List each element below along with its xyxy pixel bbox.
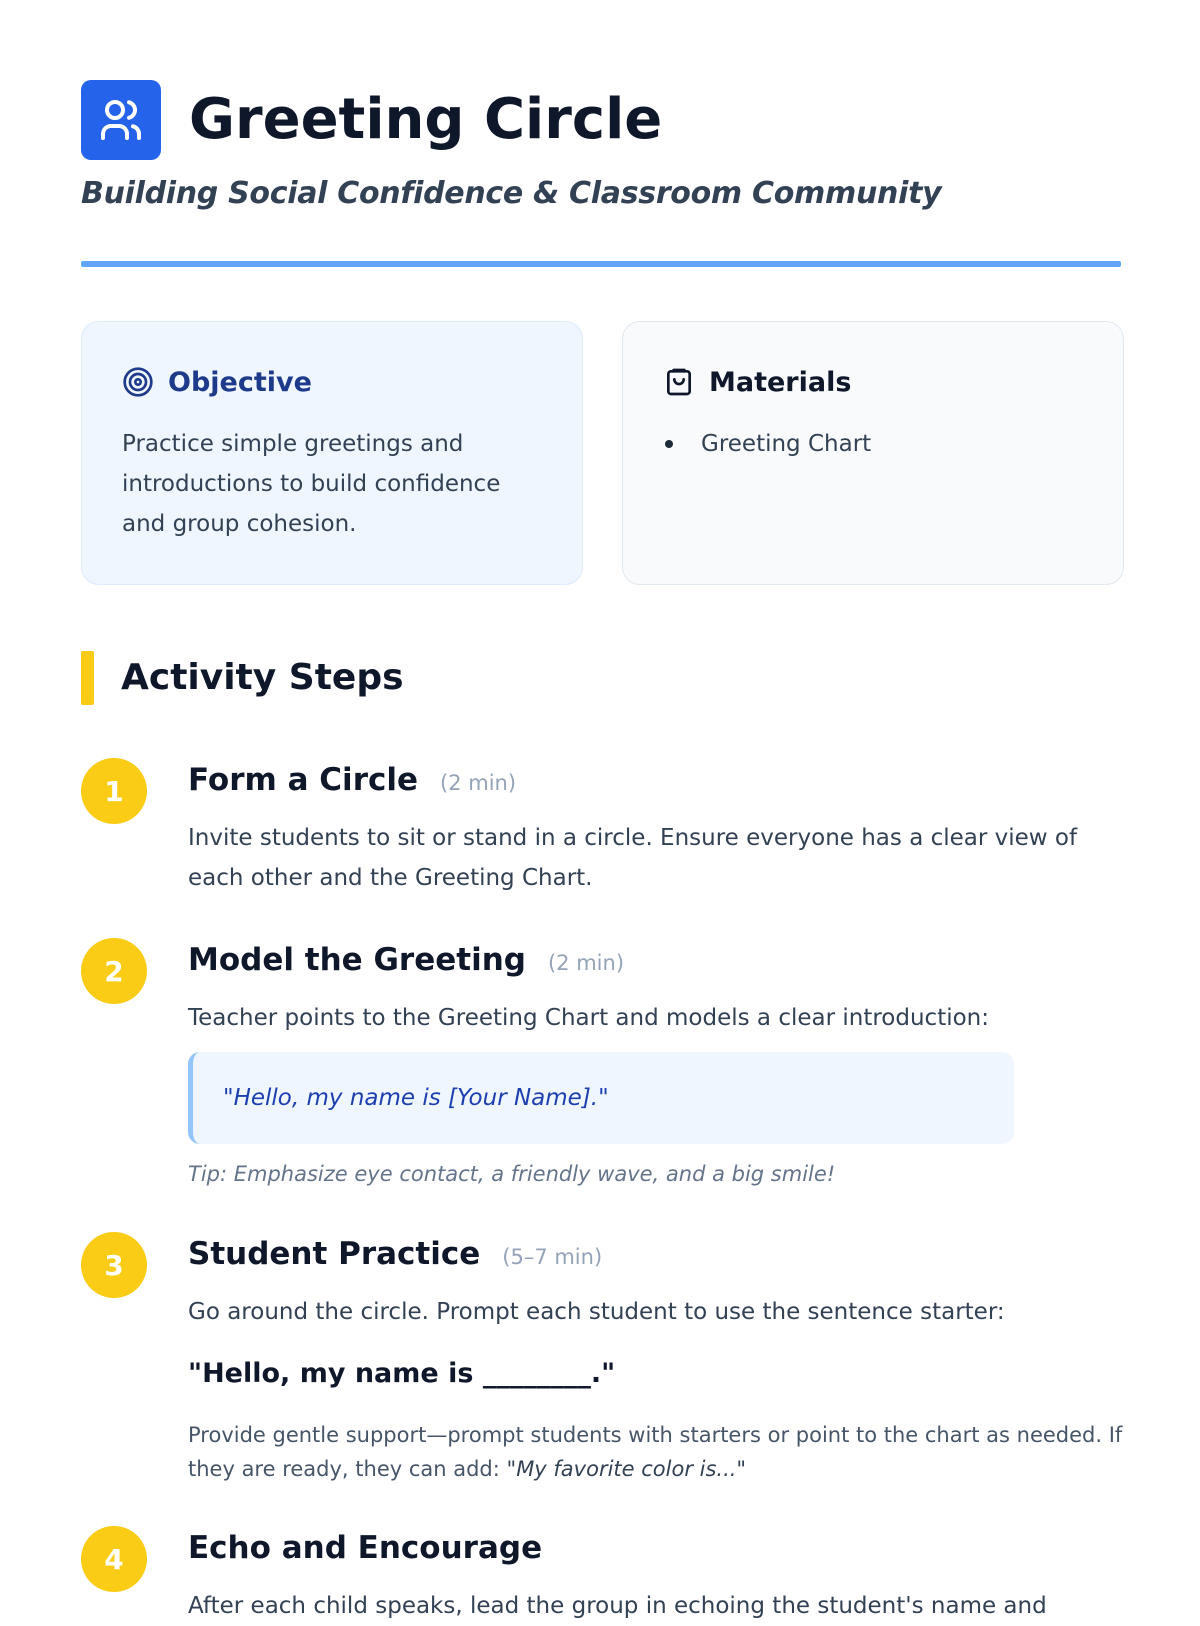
objective-label: Objective <box>168 366 312 398</box>
step-number-badge: 2 <box>81 938 147 1004</box>
material-item: Greeting Chart <box>701 431 872 457</box>
step-duration: (5–7 min) <box>502 1245 603 1269</box>
step-description: Teacher points to the Greeting Chart and models a clear introduction: <box>188 1005 990 1031</box>
step-description: After each child speaks, lead the group in echoing the student's name and <box>188 1593 1047 1619</box>
step-number-badge: 1 <box>81 758 147 824</box>
materials-label: Materials <box>709 366 852 398</box>
materials-header <box>663 366 851 398</box>
step-description: Invite students to sit or stand in a circle. Ensure everyone has a clear view of each other and the Greeting Chart. <box>188 825 1078 891</box>
objective-text: Practice simple greetings and introductions to build confidence and group cohesion. <box>122 431 501 537</box>
page-subtitle: Building Social Confidence & Classroom Community <box>81 176 942 211</box>
page-title: Greeting Circle <box>189 87 663 152</box>
section-title: Activity Steps <box>121 657 404 698</box>
clipboard-icon <box>663 366 695 398</box>
sentence-starter: "Hello, my name is ________." <box>188 1358 616 1389</box>
step-title: Form a Circle <box>188 762 419 798</box>
header-divider <box>81 261 1121 267</box>
step-header <box>188 1530 542 1566</box>
list-item <box>663 424 871 464</box>
step-number-badge: 3 <box>81 1232 147 1298</box>
users-icon <box>97 96 145 144</box>
step-duration: (2 min) <box>547 951 625 975</box>
logo-badge <box>81 80 161 160</box>
step-description: Go around the circle. Prompt each student to use the sentence starter: <box>188 1299 1005 1325</box>
step-duration: (2 min) <box>440 771 517 795</box>
step-header <box>188 942 624 978</box>
objective-card <box>81 321 583 585</box>
step-number-badge: 4 <box>81 1526 147 1592</box>
support-text <box>188 1418 1128 1486</box>
target-icon <box>122 366 154 398</box>
step-tip: Tip: Emphasize eye contact, a friendly wave, and a big smile! <box>188 1162 836 1186</box>
materials-list <box>663 424 871 464</box>
section-accent-bar <box>81 651 94 705</box>
step-title: Echo and Encourage <box>188 1530 543 1566</box>
step-header <box>188 1236 602 1272</box>
step-header <box>188 762 516 798</box>
step-title: Model the Greeting <box>188 942 526 978</box>
bullet-icon <box>665 440 673 448</box>
greeting-quote: "Hello, my name is [Your Name]." <box>188 1052 1014 1144</box>
objective-header <box>122 366 312 398</box>
step-title: Student Practice <box>188 1236 481 1272</box>
support-example: "My favorite color is..." <box>506 1457 747 1481</box>
support-text-body: Provide gentle support—prompt students with starters or point to the chart as needed. If they are ready, they can add: <box>188 1423 1123 1481</box>
materials-card <box>622 321 1124 585</box>
